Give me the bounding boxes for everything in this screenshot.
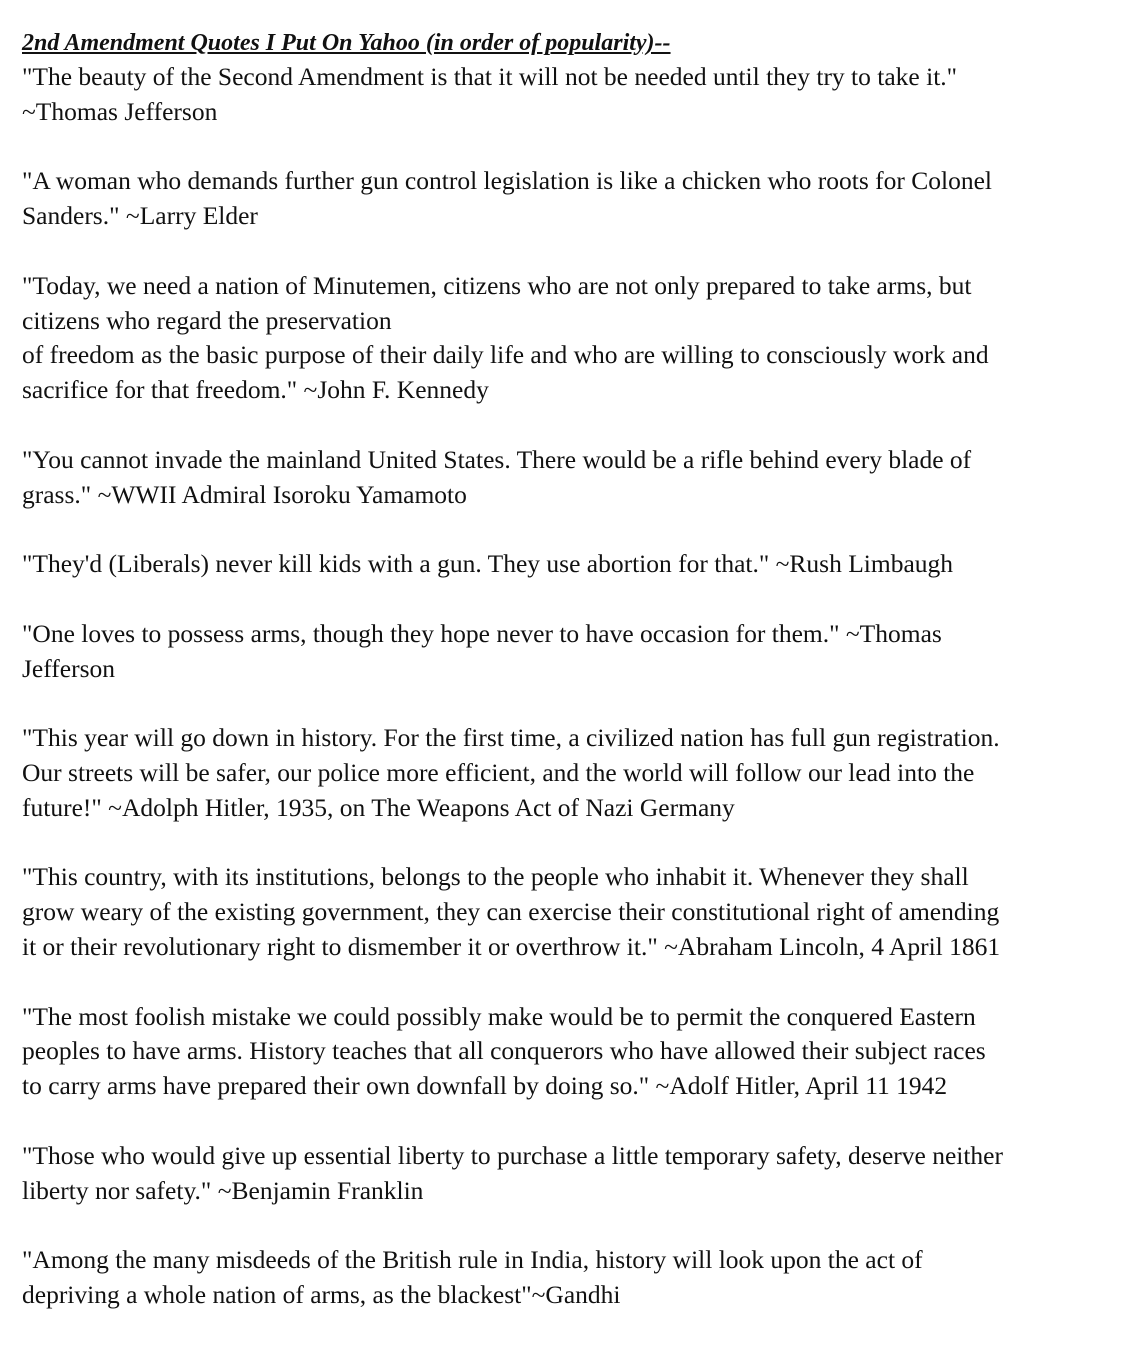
quote-line: of freedom as the basic purpose of their daily life and who are willing to consciously work and [22, 340, 989, 370]
quote-paragraph [22, 1139, 1132, 1209]
quote-line: "Today, we need a nation of Minutemen, citizens who are not only prepared to take arms, but [22, 270, 972, 300]
quote-line: "The most foolish mistake we could possibly make would be to permit the conquered Eastern [22, 1001, 976, 1031]
quote-line: "They'd (Liberals) never kill kids with a gun. They use abortion for that." ~Rush Limbaugh [22, 549, 954, 579]
quote-paragraph [22, 164, 1132, 234]
quote-paragraph [22, 860, 1132, 964]
quote-line: ~Thomas Jefferson [22, 96, 218, 126]
quote-paragraph [22, 617, 1132, 687]
quote-line: "A woman who demands further gun control legislation is like a chicken who roots for Colonel [22, 166, 993, 196]
quote-line: "This country, with its institutions, belongs to the people who inhabit it. Whenever they shall [22, 862, 969, 892]
quote-paragraph [22, 1243, 1132, 1313]
quote-line: to carry arms have prepared their own downfall by doing so." ~Adolf Hitler, April 11 1942 [22, 1071, 948, 1101]
quote-line: grass." ~WWII Admiral Isoroku Yamamoto [22, 479, 467, 509]
quote-paragraph [22, 269, 1132, 408]
quote-line: depriving a whole nation of arms, as the blackest"~Gandhi [22, 1279, 621, 1309]
quote-line: future!" ~Adolph Hitler, 1935, on The Weapons Act of Nazi Germany [22, 792, 735, 822]
quote-line: Jefferson [22, 653, 115, 683]
quote-line: it or their revolutionary right to dismember it or overthrow it." ~Abraham Lincoln, 4 April 1861 [22, 931, 1001, 961]
quote-paragraph [22, 60, 1132, 130]
quote-line: "You cannot invade the mainland United States. There would be a rifle behind every blade of [22, 444, 972, 474]
document-title: 2nd Amendment Quotes I Put On Yahoo (in order of popularity)-- [22, 30, 671, 56]
quote-line: peoples to have arms. History teaches that all conquerors who have allowed their subject races [22, 1036, 986, 1066]
quote-paragraph [22, 721, 1132, 825]
quote-line: "This year will go down in history. For the first time, a civilized nation has full gun registration. [22, 723, 1000, 753]
quote-line: Sanders." ~Larry Elder [22, 201, 258, 231]
quote-line: "Among the many misdeeds of the British rule in India, history will look upon the act of [22, 1245, 923, 1275]
quote-line: "The beauty of the Second Amendment is that it will not be needed until they try to take it." [22, 62, 958, 91]
quote-line: Our streets will be safer, our police more efficient, and the world will follow our lead into the [22, 757, 975, 787]
quote-line: sacrifice for that freedom." ~John F. Kennedy [22, 375, 489, 405]
quote-list [22, 60, 1132, 1313]
quote-paragraph [22, 443, 1132, 513]
quote-line: liberty nor safety." ~Benjamin Franklin [22, 1175, 424, 1205]
quote-line: "Those who would give up essential liberty to purchase a little temporary safety, deserve neither [22, 1140, 1003, 1170]
quote-line: citizens who regard the preservation [22, 305, 392, 335]
document-page [22, 26, 1132, 1347]
quote-line: grow weary of the existing government, they can exercise their constitutional right of amending [22, 897, 1000, 927]
quote-paragraph [22, 547, 1132, 582]
quote-paragraph [22, 1000, 1132, 1104]
quote-line: "One loves to possess arms, though they hope never to have occasion for them." ~Thomas [22, 618, 942, 648]
